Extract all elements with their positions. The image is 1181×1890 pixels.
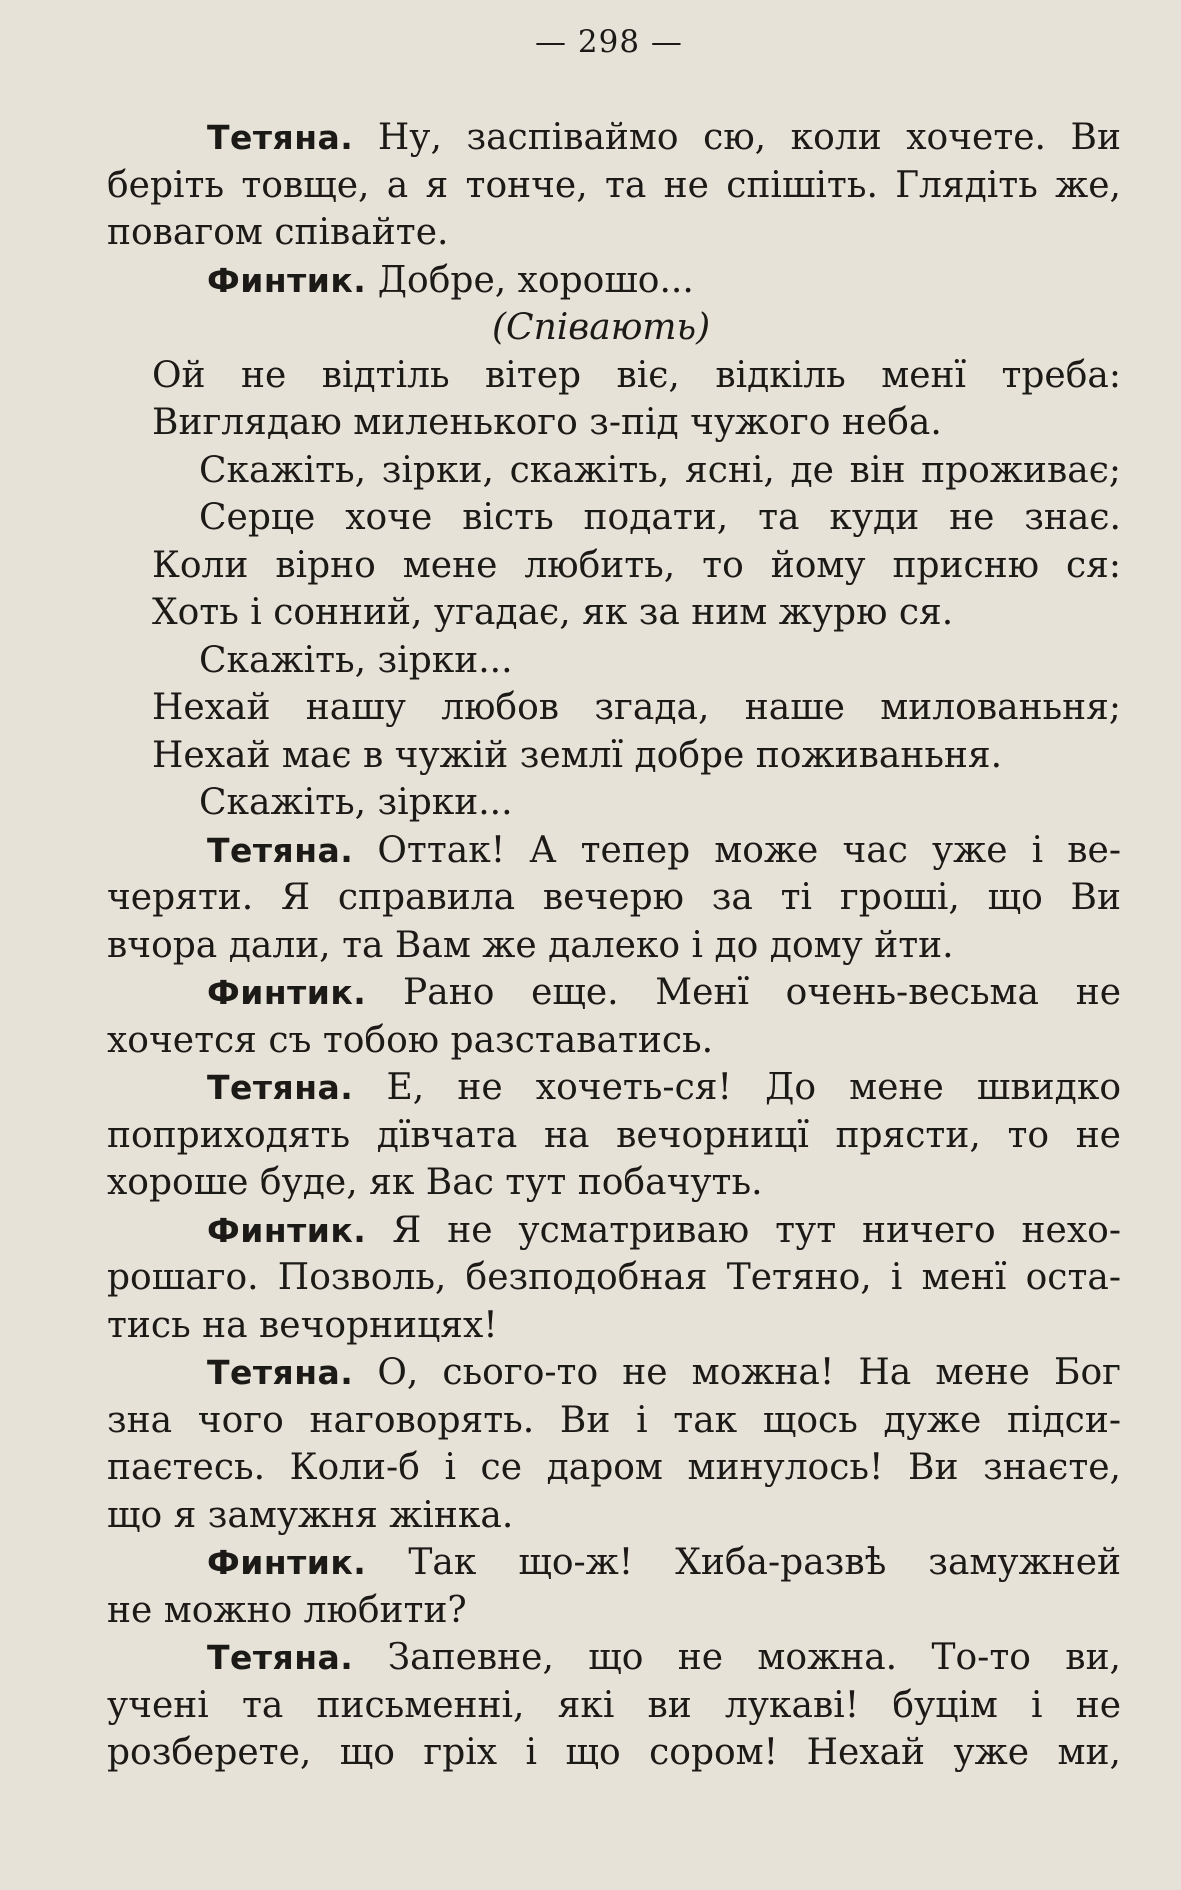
text-line (107, 874, 1121, 922)
text-line (107, 1349, 1121, 1397)
verse-line (107, 732, 1121, 780)
line-text: Рано еще. Менї очень-весьма не (366, 972, 1121, 1013)
line-text: що я замужня жінка. (107, 1494, 514, 1536)
line-text: вчора дали, та Вам же далеко і до дому йти. (107, 924, 954, 966)
verse-line (107, 494, 1121, 542)
line-text: не можно любити? (107, 1589, 467, 1631)
line-text: тись на вечорницях! (107, 1304, 498, 1346)
verse-line (107, 779, 1121, 827)
text-line (107, 1254, 1121, 1302)
text-line (107, 1539, 1121, 1587)
text-line (107, 1064, 1121, 1112)
verse-line (107, 542, 1121, 590)
speaker-name: Финтик. (207, 1543, 367, 1582)
text-line (107, 1729, 1121, 1777)
text-line (107, 827, 1121, 875)
line-text: Оттак! А тепер може час уже і ве- (353, 829, 1121, 871)
line-text: учені та письменні, які ви лукаві! буцім і не (107, 1684, 1121, 1726)
verse-line (107, 399, 1121, 447)
speaker-name: Тетяна. (207, 118, 354, 157)
line-text: Нехай нашу любов згада, наше милованьня; (152, 687, 1121, 728)
text-line (107, 1444, 1121, 1492)
verse-line (107, 589, 1121, 637)
line-text: Ну, заспіваймо сю, коли хочете. Ви (353, 117, 1121, 158)
text-line (107, 1302, 1121, 1350)
line-text: Виглядаю миленького з-під чужого неба. (152, 402, 942, 443)
speaker-name: Финтик. (207, 260, 367, 300)
text-line (107, 162, 1121, 210)
line-text: рошаго. Позволь, безподобная Тетяно, і менї оста- (107, 1257, 1121, 1298)
stage-direction (107, 304, 1121, 352)
text-line (107, 1587, 1121, 1635)
line-text: хочется съ тобою разставатись. (107, 1019, 714, 1061)
text-line (107, 114, 1121, 162)
line-text: Так що-ж! Хиба-развѣ замужней (366, 1542, 1121, 1583)
page-text (107, 114, 1121, 1777)
verse-line (107, 684, 1121, 732)
line-text: хороше буде, як Вас тут побачуть. (107, 1162, 763, 1203)
text-line (107, 1492, 1121, 1540)
speaker-name: Тетяна. (207, 830, 354, 870)
verse-line (107, 447, 1121, 495)
line-text: Добре, хорошо... (366, 259, 694, 301)
line-text: Коли вірно мене любить, то йому присню ся: (152, 544, 1121, 586)
verse-line (107, 352, 1121, 400)
verse-line (107, 637, 1121, 685)
text-line (107, 257, 1121, 305)
text-line (107, 1112, 1121, 1160)
speaker-name: Тетяна. (207, 1638, 354, 1677)
line-text: Ой не відтіль вітер віє, відкіль менї треба: (152, 354, 1121, 396)
speaker-name: Тетяна. (207, 1353, 354, 1392)
text-line (107, 1017, 1121, 1065)
line-text: О, сього-то не можна! На мене Бог (353, 1352, 1121, 1393)
line-text: Е, не хочеть-ся! До мене швидко (353, 1067, 1121, 1108)
line-text: беріть товще, а я тонче, та не спішіть. Глядіть же, (107, 164, 1121, 206)
line-text: Я не усматриваю тут ничего нехо- (366, 1209, 1121, 1251)
text-line (107, 209, 1121, 257)
line-text: паєтесь. Коли-б і се даром минулось! Ви знаєте, (107, 1447, 1121, 1488)
line-text: Скажіть, зірки, скажіть, ясні, де він проживає; (199, 449, 1121, 491)
line-text: Скажіть, зірки... (199, 782, 513, 823)
text-line (107, 1397, 1121, 1445)
line-text: (Співають) (492, 307, 711, 348)
line-text: Запевне, що не можна. То-то ви, (353, 1637, 1121, 1678)
line-text: поприходять дївчата на вечорницї прясти, то не (107, 1114, 1121, 1156)
speaker-name: Тетяна. (207, 1068, 354, 1107)
line-text: повагом співайте. (107, 212, 449, 253)
text-line (107, 969, 1121, 1017)
text-line (107, 1634, 1121, 1682)
text-line (107, 1159, 1121, 1207)
text-line (107, 922, 1121, 970)
line-text: Нехай має в чужій землї добре поживаньня. (152, 734, 1003, 776)
line-text: розберете, що гріх і що сором! Нехай уже ми, (107, 1732, 1121, 1773)
line-text: Хоть і сонний, угадає, як за ним журю ся. (152, 592, 954, 633)
text-line (107, 1207, 1121, 1255)
page-number: — 298 — (535, 24, 683, 60)
line-text: зна чого наговорять. Ви і так щось дуже підси- (107, 1399, 1121, 1441)
line-text: черяти. Я справила вечерю за ті гроші, що Ви (107, 877, 1121, 918)
text-line (107, 1682, 1121, 1730)
speaker-name: Финтик. (207, 1210, 367, 1250)
line-text: Серце хоче вість подати, та куди не знає. (199, 497, 1121, 538)
line-text: Скажіть, зірки... (199, 639, 513, 681)
speaker-name: Финтик. (207, 973, 367, 1012)
